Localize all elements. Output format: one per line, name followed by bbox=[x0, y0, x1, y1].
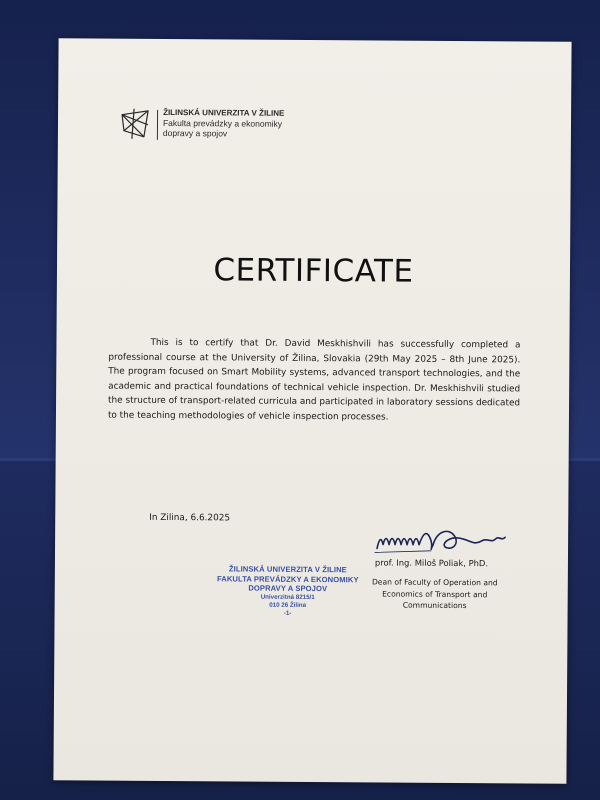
stamp-line-2: FAKULTA PREVÁDZKY A EKONOMIKY bbox=[216, 573, 359, 584]
signatory-role-line-1: Dean of Faculty of Operation and bbox=[371, 577, 498, 588]
stamp-line-1: ŽILINSKÁ UNIVERZITA V ŽILINE bbox=[228, 564, 347, 575]
stamp-number: -1- bbox=[283, 609, 292, 617]
place-and-date: In Zilina, 6.6.2025 bbox=[149, 512, 231, 524]
signatory-role-line-3: Communications bbox=[402, 600, 467, 611]
signatory-role-line-2: Economics of Transport and bbox=[382, 588, 488, 599]
logo-university-name: ŽILINSKÁ UNIVERZITA V ŽILINE bbox=[163, 107, 285, 118]
certificate-title: CERTIFICATE bbox=[213, 252, 414, 290]
faculty-stamp bbox=[203, 564, 373, 618]
certificate-sheet bbox=[53, 38, 571, 784]
university-logo bbox=[118, 107, 318, 144]
logo-text bbox=[163, 108, 343, 139]
dean-signature bbox=[371, 518, 511, 559]
university-star-logo-icon bbox=[118, 107, 154, 143]
signatory-name: prof. Ing. Miloš Poliak, PhD. bbox=[374, 557, 489, 569]
stamp-line-3: DOPRAVY A SPOJOV bbox=[248, 583, 328, 594]
logo-faculty-line-1: Fakulta prevádzky a ekonomiky bbox=[162, 117, 283, 129]
stamp-address-city: 010 26 Žilina bbox=[269, 601, 307, 609]
logo-divider bbox=[157, 110, 158, 140]
signatory-role bbox=[365, 576, 505, 611]
certificate-body: This is to certify that Dr. David Meskhishvili has successfully completed a professional course at the University of Žilina, Slovakia (29th May 2025 – 8th June 2025). The program focused on Smart Mobility systems, advanced transport technologies, and the academic and practical foundations of technical vehicle inspection. Dr. Meskhishvili studied the structure of transport-related curricula and participated in laboratory sessions dedicated to the teaching methodologies of vehicle inspection processes. bbox=[107, 337, 521, 423]
logo-faculty-line-2: dopravy a spojov bbox=[162, 127, 228, 139]
stamp-address-street: Univerzitná 8215/1 bbox=[260, 593, 315, 601]
